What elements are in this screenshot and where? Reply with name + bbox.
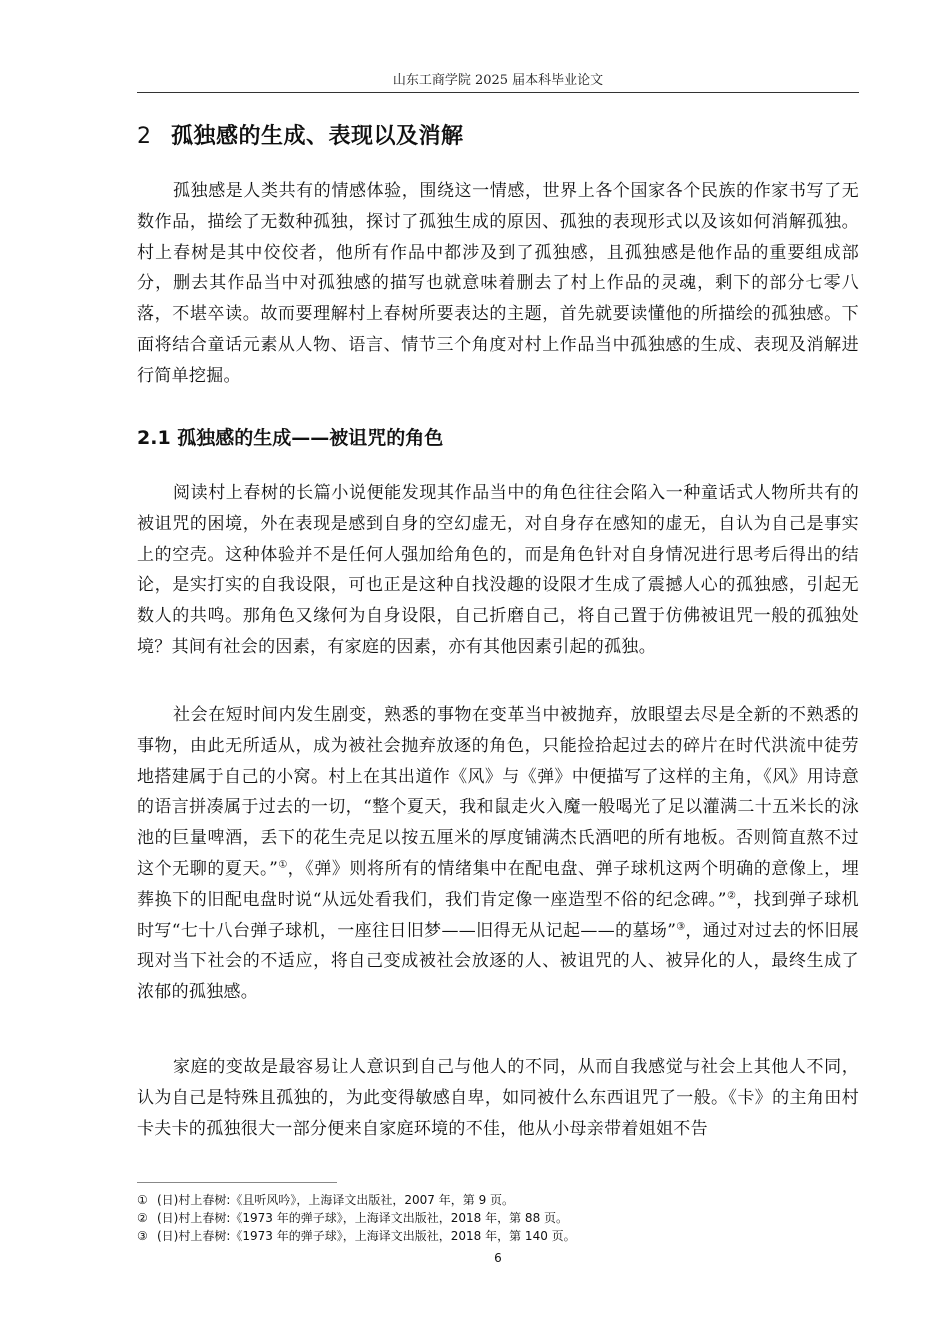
footnote-text: (日)村上春树:《1973 年的弹子球》，上海译文出版社，2018 年，第 140 页。 — [157, 1229, 576, 1243]
footnote-mark: ② — [137, 1211, 148, 1225]
footnote-mark: ① — [137, 1193, 148, 1207]
section-number: 2 — [137, 124, 152, 149]
footnote-mark: ③ — [137, 1229, 148, 1243]
footnote-ref-1[interactable]: ① — [278, 859, 288, 871]
footnote-text: (日)村上春树:《1973 年的弹子球》，上海译文出版社，2018 年，第 88 页。 — [157, 1211, 569, 1225]
body-paragraph-2 — [137, 700, 859, 1008]
footnote-1 — [137, 1192, 859, 1208]
subsection-heading: 2.1 孤独感的生成——被诅咒的角色 — [137, 427, 444, 449]
footnote-text: (日)村上春树:《且听风吟》，上海译文出版社，2007 年，第 9 页。 — [157, 1193, 515, 1207]
running-header: 山东工商学院 2025 届本科毕业论文 — [392, 73, 604, 88]
paragraph-2-part-4: ，通过对过去的怀旧展现对当下社会的不适应，将自己变成被社会放逐的人、被诅咒的人、被异化的人，最终生成了浓郁的孤独感。 — [137, 920, 860, 1003]
intro-paragraph: 孤独感是人类共有的情感体验，围绕这一情感，世界上各个国家各个民族的作家书写了无数作品，描绘了无数种孤独，探讨了孤独生成的原因、孤独的表现形式以及该如何消解孤独。村上春树是其中佼佼者，他所有作品中都涉及到了孤独感，且孤独感是他作品的重要组成部分，删去其作品当中对孤独感的描写也就意味着删去了村上作品的灵魂，剩下的部分七零八落，不堪卒读。故而要理解村上春树所要表达的主题，首先就要读懂他的所描绘的孤独感。下面将结合童话元素从人物、语言、情节三个角度对村上作品当中孤独感的生成、表现及消解进行简单挖掘。 — [137, 181, 859, 386]
body-paragraph-1: 阅读村上春树的长篇小说便能发现其作品当中的角色往往会陷入一种童话式人物所共有的被诅咒的困境，外在表现是感到自身的空幻虚无，对自身存在感知的虚无，自认为自己是事实上的空壳。这种体验并不是任何人强加给角色的，而是角色针对自身情况进行思考后得出的结论，是实打实的自我设限，可也正是这种自找没趣的设限才生成了震撼人心的孤独感，引起无数人的共鸣。那角色又缘何为自身设限，自己折磨自己，将自己置于仿佛被诅咒一般的孤独处境？其间有社会的因素，有家庭的因素，亦有其他因素引起的孤独。 — [137, 483, 859, 657]
footnote-ref-3[interactable]: ③ — [676, 920, 686, 932]
page-number: 6 — [494, 1251, 502, 1265]
header-rule — [137, 92, 859, 93]
section-title: 孤独感的生成、表现以及消解 — [171, 124, 464, 149]
paragraph-2-part-3: ，找到弹子球机时写“七十八台弹子球机，一座往日旧梦——旧得无从记起——的墓场” — [137, 889, 859, 941]
footnote-3 — [137, 1228, 859, 1244]
body-paragraph-3: 家庭的变故是最容易让人意识到自己与他人的不同，从而自我感觉与社会上其他人不同，认为自己是特殊且孤独的，为此变得敏感自卑，如同被什么东西诅咒了一般。《卡》的主角田村卡夫卡的孤独很大一部分便来自家庭环境的不佳，他从小母亲带着姐姐不告 — [137, 1057, 859, 1139]
footnote-ref-2[interactable]: ② — [726, 890, 737, 902]
section-heading — [137, 122, 859, 152]
paragraph-2-part-2: ，《弹》则将所有的情绪集中在配电盘、弹子球机这两个明确的意像上，埋葬换下的旧配电盘时说“从远处看我们，我们肯定像一座造型不俗的纪念碑。” — [137, 858, 860, 910]
footnote-separator — [137, 1182, 337, 1183]
paragraph-2-part-1: 社会在短时间内发生剧变，熟悉的事物在变革当中被抛弃，放眼望去尽是全新的不熟悉的事物，由此无所适从，成为被社会抛弃放逐的角色，只能捡拾起过去的碎片在时代洪流中徒劳地搭建属于自己的小窝。村上在其出道作《风》与《弹》中便描写了这样的主角，《风》用诗意的语言拼凑属于过去的一切，“整个夏天，我和鼠走火入魔一般喝光了足以灌满二十五米长的泳池的巨量啤酒，丢下的花生壳足以按五厘米的厚度铺满杰氏酒吧的所有地板。否则简直熬不过这个无聊的夏天。” — [137, 705, 859, 879]
footnote-2 — [137, 1210, 859, 1226]
